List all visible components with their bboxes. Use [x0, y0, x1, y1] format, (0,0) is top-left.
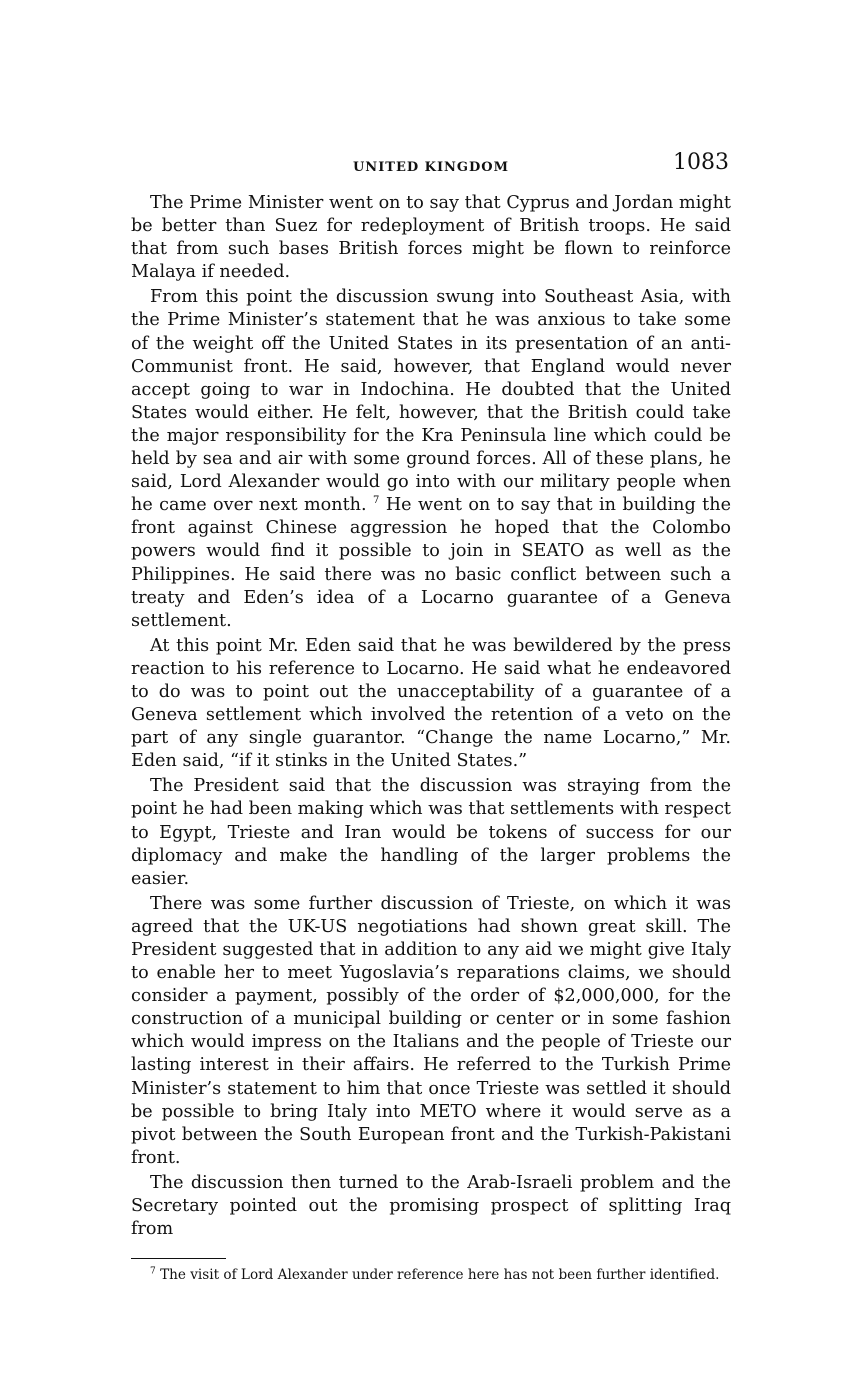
document-page	[131, 150, 731, 1284]
paragraph-4	[131, 775, 731, 890]
running-header	[131, 150, 731, 180]
paragraph-6	[131, 1172, 731, 1241]
paragraph-3	[131, 635, 731, 774]
paragraph-text: The President said that the discussion was straying from the point he had been making which was that settlements with respect to Egypt, Trieste and Iran would be tokens of success for our diplomacy and make the handling of the larger problems the easier.	[131, 776, 731, 889]
footnote	[131, 1267, 731, 1284]
paragraph-text-continued: He went on to say that in building the front against Chinese aggression he hoped that the Colombo powers would find it possible to join in SEATO as well as the Philippines. He said there was no basic conflict between such a treaty and Eden’s idea of a Locarno guarantee of a Geneva settlement.	[131, 495, 731, 631]
paragraph-2	[131, 286, 731, 632]
footnote-reference[interactable]: 7	[373, 495, 380, 507]
footnote-divider	[131, 1258, 226, 1259]
footnote-text: The visit of Lord Alexander under reference here has not been further identified.	[160, 1267, 720, 1284]
paragraph-text: The Prime Minister went on to say that Cyprus and Jordan might be better than Suez for redeployment of British troops. He said that from such bases British forces might be flown to reinforce Malaya if needed.	[131, 193, 731, 283]
paragraph-text: From this point the discussion swung into Southeast Asia, with the Prime Minister’s statement that he was anxious to take some of the weight off the United States in its presentation of an anti-Communist front. He said, however, that England would never accept going to war in Indochina. He doubted that the United States would either. He felt, however, that the British could take the major responsibility for the Kra Peninsula line which could be held by sea and air with some ground forces. All of these plans, he said, Lord Alexander would go into with our military people when he came over next month.	[131, 287, 731, 516]
page-number: 1083	[673, 150, 729, 175]
paragraph-text: The discussion then turned to the Arab-Israeli problem and the Secretary pointed out the promising prospect of splitting Iraq from	[131, 1172, 731, 1240]
paragraph-text: At this point Mr. Eden said that he was bewildered by the press reaction to his reference to Locarno. He said what he endeavored to do was to point out the unacceptability of a guarantee of a Geneva settlement which involved the retention of a veto on the part of any single guarantor. “Change the name Locarno,” Mr. Eden said, “if it stinks in the United States.”	[131, 635, 731, 772]
paragraph-1	[131, 192, 731, 284]
paragraph-5	[131, 893, 731, 1170]
footnote-mark: 7	[150, 1266, 156, 1277]
body-text	[131, 192, 731, 1241]
running-title: UNITED KINGDOM	[352, 160, 510, 175]
paragraph-text: There was some further discussion of Trieste, on which it was agreed that the UK-US negotiations had shown great skill. The President suggested that in addition to any aid we might give Italy to enable her to meet Yugoslavia’s reparations claims, we should consider a payment, possibly of the order of $2,000,000, for the construction of a municipal building or center or in some fashion which would impress on the Italians and the people of Trieste our lasting interest in their affairs. He referred to the Turkish Prime Minister’s statement to him that once Trieste was settled it should be possible to bring Italy into METO where it would serve as a pivot between the South European front and the Turkish-Pakistani front.	[131, 893, 731, 1168]
